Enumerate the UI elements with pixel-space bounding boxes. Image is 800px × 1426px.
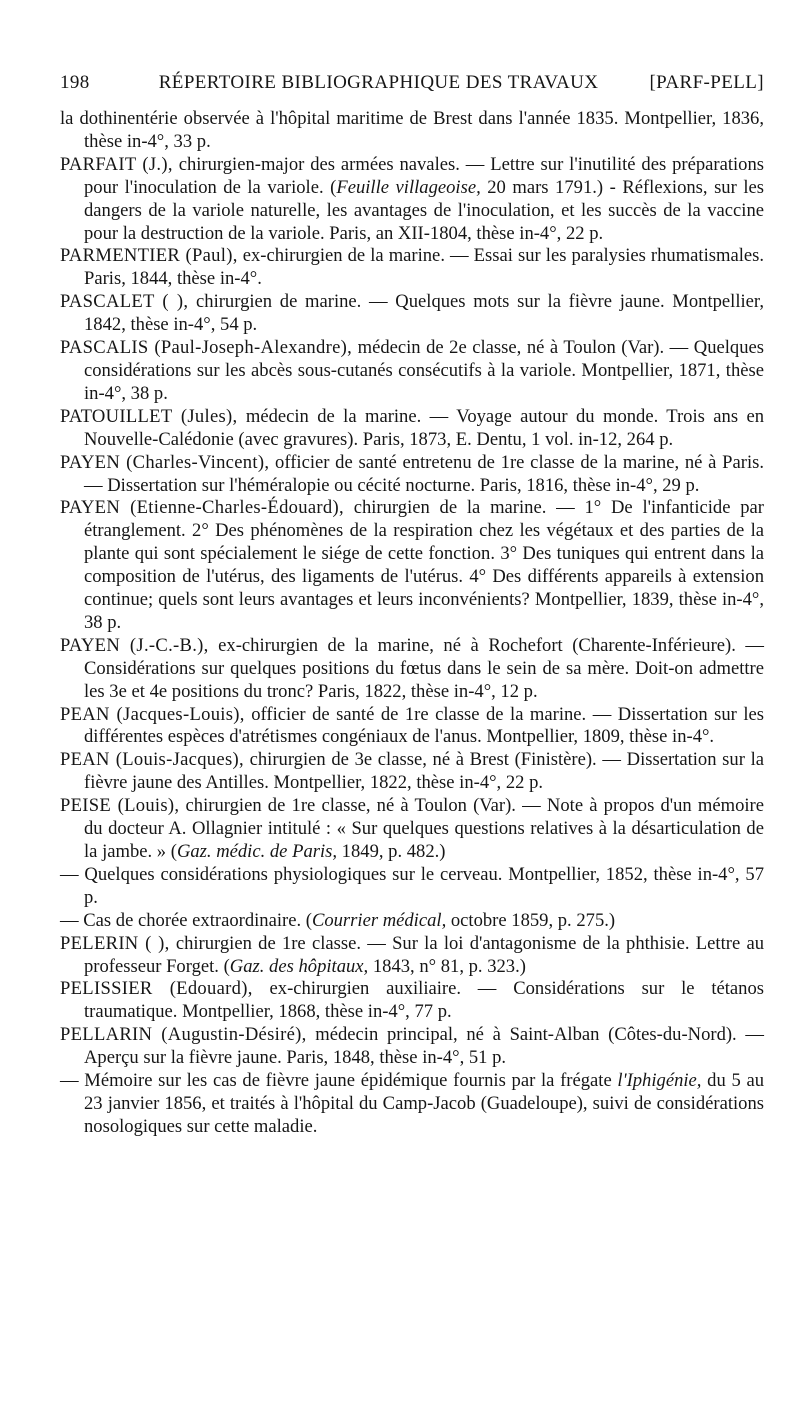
entry-text-after: 20 mars 1791.) - Réflexions, sur les dangers de la variole naturelle, les avantages de l'inoculation, et les succès de la vaccine pour la destruction de la variole. Paris, an XII-1804, thèse in-4°, 22 p.: [84, 176, 764, 244]
entry-text: — Cas de chorée extraordinaire. (: [60, 909, 312, 931]
bibliography-entries: [60, 108, 764, 1139]
entry-citation: Gaz. médic. de Paris,: [176, 841, 338, 862]
bibliography-entry: [60, 337, 764, 406]
entry-head: PEAN (Louis-Jacques),: [60, 749, 244, 771]
entry-text: — Quelques considérations physiologiques sur le cerveau. Montpellier, 1852, thèse in-4°, 57 p.: [60, 863, 764, 908]
bibliography-entry: [60, 291, 764, 337]
entry-text: chirurgien-major des armées navales. — Lettre sur l'inutilité des préparations pour l'inoculation de la variole. (: [84, 153, 765, 198]
entry-text-after: 1843, n° 81, p. 323.): [368, 955, 526, 977]
bibliography-entry: [60, 749, 764, 795]
entry-text: médecin principal, né à Saint-Alban (Côtes-du-Nord). — Aperçu sur la fièvre jaune. Paris, 1848, thèse in-4°, 51 p.: [84, 1024, 764, 1069]
entry-head: PELISSIER (Edouard),: [60, 978, 253, 1000]
entry-head: PARFAIT (J.),: [60, 153, 173, 175]
bibliography-entry: [60, 245, 764, 291]
bibliography-entry: [60, 406, 764, 452]
entry-text: médecin de la marine. — Voyage autour du monde. Trois ans en Nouvelle-Calédonie (avec gravures). Paris, 1873, E. Dentu, 1 vol. in-12, 264 p.: [84, 405, 764, 450]
entry-head: PASCALIS (Paul-Joseph-Alexandre),: [60, 337, 353, 359]
page-number: 198: [60, 72, 90, 93]
entry-text: médecin de 2e classe, né à Toulon (Var). — Quelques considérations sur les abcès sous-cutanés consécutifs à la variole. Montpellier, 1871, thèse in-4°, 38 p.: [84, 337, 764, 404]
bibliography-entry: [60, 1070, 764, 1139]
bibliography-entry: [60, 154, 764, 246]
entry-text: chirurgien de marine. — Quelques mots sur la fièvre jaune. Montpellier, 1842, thèse in-4°, 54 p.: [84, 291, 764, 336]
bibliography-entry: [60, 933, 764, 979]
entry-text: chirurgien de 3e classe, né à Brest (Finistère). — Dissertation sur la fièvre jaune des Antilles. Montpellier, 1822, thèse in-4°, 22 p.: [84, 749, 764, 794]
entry-citation: Feuille villageoise,: [336, 176, 481, 198]
bibliography-entry: [60, 864, 764, 910]
entry-citation: Gaz. des hôpitaux,: [229, 955, 369, 977]
entry-head: PAYEN (Etienne-Charles-Édouard),: [60, 497, 344, 519]
entry-citation: l'Iphigénie,: [617, 1070, 702, 1092]
entry-head: PARMENTIER (Paul),: [60, 245, 238, 267]
entry-text: chirurgien de 1re classe, né à Toulon (Var). — Note à propos d'un mémoire du docteur A. Ollagnier intitulé : « Sur quelques questions relatives à la désarticulation de la jambe. » (: [84, 795, 764, 862]
entry-citation: Courrier médical,: [311, 909, 447, 931]
bibliography-entry: [60, 704, 764, 750]
entry-head: PAYEN (Charles-Vincent),: [60, 451, 270, 473]
entry-head: PELLARIN (Augustin-Désiré),: [60, 1024, 307, 1046]
entry-text-after: 1849, p. 482.): [337, 841, 446, 862]
entry-text: officier de santé entretenu de 1re classe de la marine, né à Paris. — Dissertation sur l'héméralopie ou cécité nocturne. Paris, 1816, thèse in-4°, 29 p.: [84, 451, 765, 496]
entry-text: ex-chirurgien de la marine, né à Rochefort (Charente-Inférieure). — Considérations sur quelques positions du fœtus dans le sein de sa mère. Doit-on admettre les 3e et 4e positions du tronc? Paris, 1822, thèse in-4°, 12 p.: [84, 634, 764, 702]
entry-text: chirurgien de la marine. — 1° De l'infanticide par étranglement. 2° Des phénomènes de la respiration chez les végétaux et des parties de la plante qui sont spécialement le siége de cette fonction. 3° Des tuniques qui entrent dans la composition de l'utérus, des ligaments de l'utérus. 4° Des différents appareils à extension continue; quels sont leurs avantages et leurs inconvénients? Montpellier, 1839, thèse in-4°, 38 p.: [84, 497, 764, 633]
entry-head: PAYEN (J.-C.-B.),: [60, 634, 209, 656]
bibliography-entry: [60, 978, 764, 1024]
running-head: [60, 72, 764, 102]
bibliography-entry: [60, 452, 764, 498]
entry-head: PEISE (Louis),: [60, 795, 180, 817]
entry-text: chirurgien de 1re classe. — Sur la loi d'antagonisme de la phthisie. Lettre au professeur Forget. (: [84, 932, 764, 977]
bibliography-entry: [60, 1024, 764, 1070]
entry-range: [PARF-PELL]: [649, 72, 764, 93]
entry-head: PATOUILLET (Jules),: [60, 405, 238, 427]
bibliography-entry: [60, 795, 764, 864]
bibliography-entry: [60, 108, 764, 154]
entry-text: la dothinentérie observée à l'hôpital maritime de Brest dans l'année 1835. Montpellier, 1836, thèse in-4°, 33 p.: [60, 108, 764, 152]
entry-text-after: du 5 au 23 janvier 1856, et traités à l'hôpital du Camp-Jacob (Guadeloupe), suivi de considérations nosologiques sur cette maladie.: [84, 1070, 764, 1137]
entry-text: — Mémoire sur les cas de fièvre jaune épidémique fournis par la frégate: [60, 1070, 618, 1092]
entry-text: officier de santé de 1re classe de la marine. — Dissertation sur les différentes espèces d'atrétismes congéniaux de l'anus. Montpellier, 1809, thèse in-4°.: [84, 703, 764, 748]
entry-head: PEAN (Jacques-Louis),: [60, 703, 245, 725]
entry-text: ex-chirurgien de la marine. — Essai sur les paralysies rhumatismales. Paris, 1844, thèse in-4°.: [84, 245, 764, 290]
entry-head: PELERIN ( ),: [60, 932, 170, 954]
entry-head: PASCALET ( ),: [60, 291, 189, 313]
bibliography-entry: [60, 635, 764, 704]
running-title: RÉPERTOIRE BIBLIOGRAPHIQUE DES TRAVAUX: [158, 72, 599, 93]
bibliography-entry: [60, 910, 764, 933]
entry-text: ex-chirurgien auxiliaire. — Considérations sur le tétanos traumatique. Montpellier, 1868, thèse in-4°, 77 p.: [84, 978, 764, 1023]
bibliography-entry: [60, 497, 764, 634]
entry-text-after: octobre 1859, p. 275.): [446, 909, 616, 931]
